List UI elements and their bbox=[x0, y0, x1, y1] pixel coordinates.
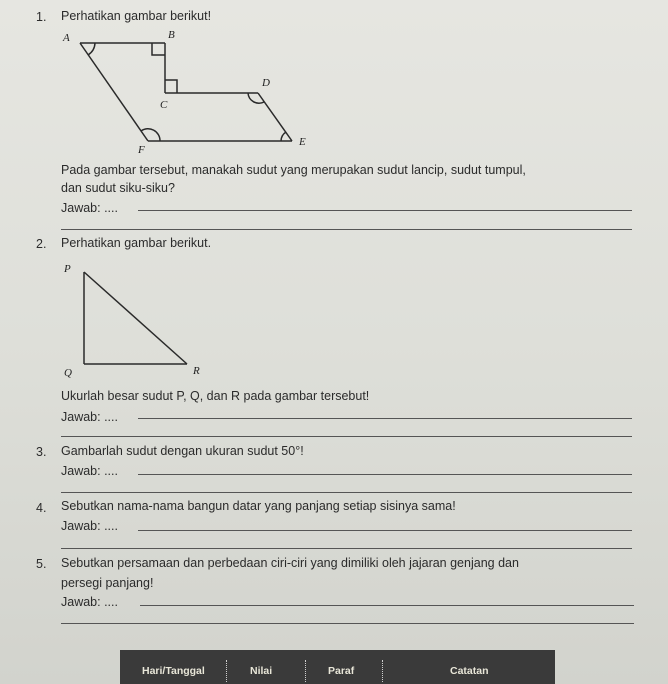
q5-answer-label: Jawab: .... bbox=[61, 595, 118, 609]
q4-answer-label: Jawab: .... bbox=[61, 519, 118, 533]
footer-date-label: Hari/Tanggal bbox=[142, 665, 205, 677]
q1-prompt: Perhatikan gambar berikut! bbox=[61, 9, 212, 23]
q1-label-e: E bbox=[299, 136, 306, 148]
q2-edge-rp bbox=[84, 272, 187, 364]
q2-answer-line-2[interactable] bbox=[61, 436, 632, 437]
footer-divider bbox=[305, 660, 306, 682]
evaluation-footer bbox=[120, 650, 555, 684]
q3-answer-label: Jawab: .... bbox=[61, 464, 118, 478]
q4-question: Sebutkan nama-nama bangun datar yang panjang setiap sisinya sama! bbox=[61, 499, 456, 513]
q5-answer-line-2[interactable] bbox=[61, 623, 634, 624]
q1-label-b: B bbox=[168, 29, 175, 41]
q1-label-f: F bbox=[138, 144, 145, 156]
q4-answer-line-2[interactable] bbox=[61, 548, 632, 549]
q5-question-line1: Sebutkan persamaan dan perbedaan ciri-ciri yang dimiliki oleh jajaran genjang dan bbox=[61, 556, 519, 570]
q2-question: Ukurlah besar sudut P, Q, dan R pada gambar tersebut! bbox=[61, 389, 370, 403]
q1-question-line2: dan sudut siku-siku? bbox=[61, 181, 175, 195]
footer-divider bbox=[226, 660, 227, 682]
q3-answer-line-1[interactable] bbox=[138, 474, 632, 475]
q1-label-d: D bbox=[262, 77, 270, 89]
q5-answer-line-1[interactable] bbox=[140, 605, 634, 606]
q2-label-p: P bbox=[64, 263, 71, 275]
q1-number: 1. bbox=[36, 10, 47, 24]
q1-label-c: C bbox=[160, 99, 168, 111]
footer-divider bbox=[382, 660, 383, 682]
q2-label-q: Q bbox=[64, 367, 72, 379]
q4-number: 4. bbox=[36, 501, 47, 515]
q5-question-line2: persegi panjang! bbox=[61, 576, 154, 590]
q3-number: 3. bbox=[36, 445, 47, 459]
q2-answer-label: Jawab: .... bbox=[61, 410, 118, 424]
footer-score-label: Nilai bbox=[250, 665, 273, 677]
q2-label-r: R bbox=[193, 365, 200, 377]
q2-number: 2. bbox=[36, 237, 47, 251]
q3-answer-line-2[interactable] bbox=[61, 492, 632, 493]
footer-notes-label: Catatan bbox=[450, 665, 489, 677]
q4-answer-line-1[interactable] bbox=[138, 530, 632, 531]
q1-label-a: A bbox=[63, 32, 70, 44]
q1-question-line1: Pada gambar tersebut, manakah sudut yang merupakan sudut lancip, sudut tumpul, bbox=[61, 163, 526, 177]
q5-number: 5. bbox=[36, 557, 47, 571]
q2-prompt: Perhatikan gambar berikut. bbox=[61, 236, 212, 250]
q1-answer-label: Jawab: .... bbox=[61, 201, 118, 215]
q3-question: Gambarlah sudut dengan ukuran sudut 50°! bbox=[61, 444, 304, 458]
q2-answer-line-1[interactable] bbox=[138, 418, 632, 419]
footer-signature-label: Paraf bbox=[328, 665, 355, 677]
